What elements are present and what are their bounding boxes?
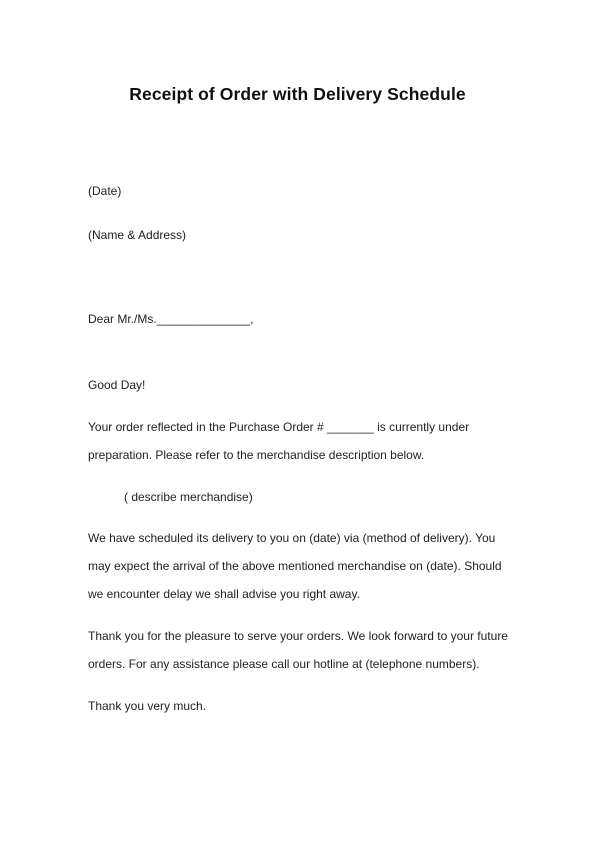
document-title: Receipt of Order with Delivery Schedule (129, 84, 466, 104)
paragraph2-line2: may expect the arrival of the above mentioned merchandise on (date). Should (88, 559, 502, 573)
paragraph2-line1: We have scheduled its delivery to you on (date) via (method of delivery). You (88, 531, 496, 545)
paragraph1-line1: Your order reflected in the Purchase Order # _______ is currently under (88, 420, 470, 434)
paragraph2-line3: we encounter delay we shall advise you right away. (88, 587, 360, 601)
date-placeholder: (Date) (88, 184, 122, 198)
closing: Thank you very much. (88, 699, 207, 713)
merchandise-placeholder: ( describe merchandise) (124, 490, 253, 504)
paragraph3-line1: Thank you for the pleasure to serve your orders. We look forward to your future (88, 629, 508, 643)
salutation: Dear Mr./Ms.______________, (88, 312, 254, 326)
paragraph3-line2: orders. For any assistance please call our hotline at (telephone numbers). (88, 657, 480, 671)
name-address-placeholder: (Name & Address) (88, 228, 187, 242)
greeting: Good Day! (88, 378, 146, 392)
paragraph1-line2: preparation. Please refer to the merchandise description below. (88, 448, 425, 462)
